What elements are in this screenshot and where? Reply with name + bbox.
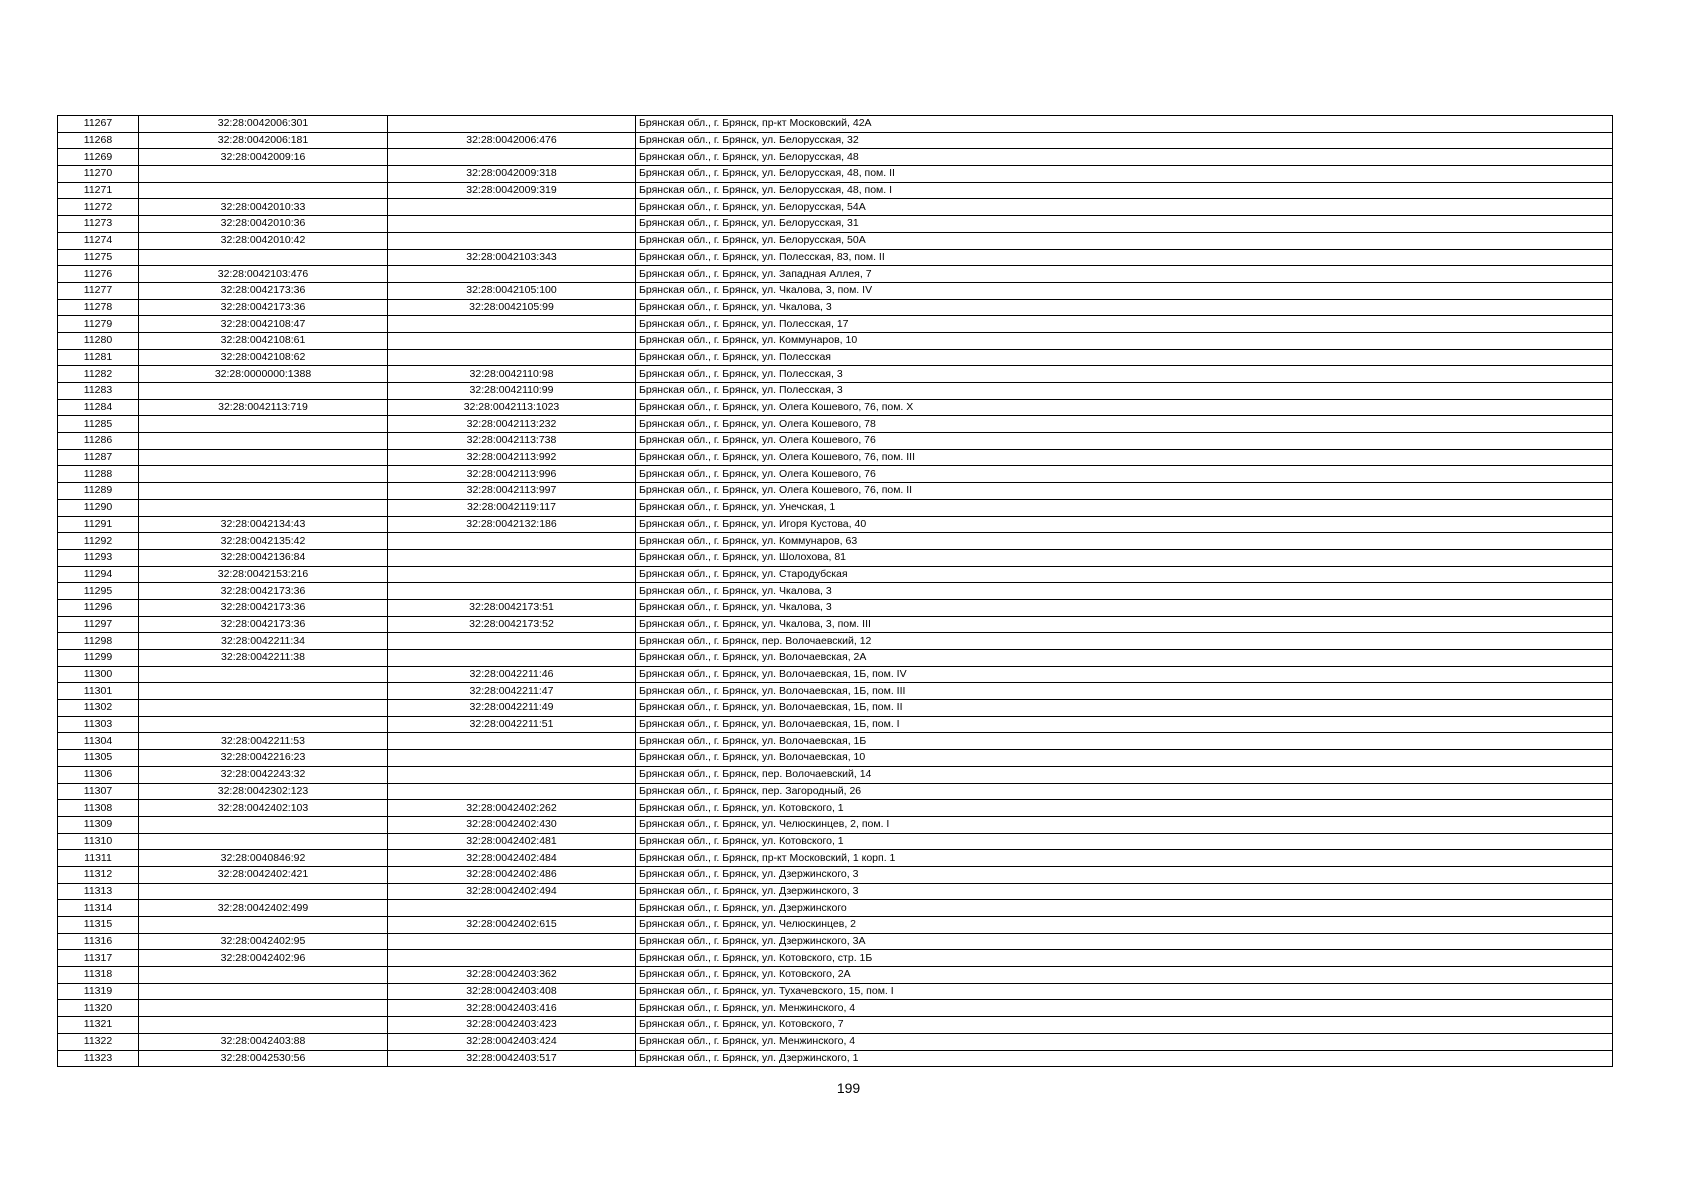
address-cell: Брянская обл., г. Брянск, пер. Волочаевский, 14 [636,766,1613,783]
cadastral-number-parcel-cell [139,700,388,717]
address-cell: Брянская обл., г. Брянск, ул. Тухачевского, 15, пом. I [636,983,1613,1000]
address-cell: Брянская обл., г. Брянск, ул. Полесская, 83, пом. II [636,249,1613,266]
row-number-cell: 11322 [58,1033,139,1050]
row-number-cell: 11319 [58,983,139,1000]
cadastral-number-object-cell: 32:28:0042211:47 [388,683,636,700]
cadastral-number-object-cell: 32:28:0042113:997 [388,483,636,500]
table-row [58,716,1613,733]
cadastral-number-object-cell: 32:28:0042211:51 [388,716,636,733]
address-cell: Брянская обл., г. Брянск, ул. Белорусская, 48, пом. I [636,182,1613,199]
cadastral-number-parcel-cell: 32:28:0040846:92 [139,850,388,867]
table-row [58,816,1613,833]
row-number-cell: 11318 [58,967,139,984]
table-row [58,533,1613,550]
address-cell: Брянская обл., г. Брянск, ул. Игоря Кустова, 40 [636,516,1613,533]
address-cell: Брянская обл., г. Брянск, ул. Олега Кошевого, 76, пом. III [636,449,1613,466]
cadastral-number-object-cell: 32:28:0042113:738 [388,433,636,450]
table-row [58,733,1613,750]
cadastral-number-parcel-cell: 32:28:0042173:36 [139,583,388,600]
row-number-cell: 11309 [58,816,139,833]
cadastral-number-parcel-cell: 32:28:0042302:123 [139,783,388,800]
address-cell: Брянская обл., г. Брянск, ул. Волочаевская, 1Б, пом. III [636,683,1613,700]
cadastral-number-parcel-cell: 32:28:0042211:53 [139,733,388,750]
table-row [58,666,1613,683]
cadastral-number-parcel-cell: 32:28:0042010:36 [139,216,388,233]
cadastral-number-parcel-cell: 32:28:0042108:47 [139,316,388,333]
row-number-cell: 11308 [58,800,139,817]
address-cell: Брянская обл., г. Брянск, ул. Унечская, 1 [636,499,1613,516]
row-number-cell: 11285 [58,416,139,433]
table-row [58,282,1613,299]
row-number-cell: 11302 [58,700,139,717]
cadastral-number-object-cell [388,766,636,783]
cadastral-number-parcel-cell [139,1000,388,1017]
cadastral-number-parcel-cell: 32:28:0042006:301 [139,116,388,133]
table-row [58,516,1613,533]
address-cell: Брянская обл., г. Брянск, ул. Полесская [636,349,1613,366]
cadastral-number-parcel-cell: 32:28:0042010:33 [139,199,388,216]
row-number-cell: 11303 [58,716,139,733]
cadastral-number-object-cell [388,900,636,917]
table-row [58,783,1613,800]
cadastral-number-parcel-cell [139,466,388,483]
row-number-cell: 11305 [58,750,139,767]
address-cell: Брянская обл., г. Брянск, ул. Олега Кошевого, 76, пом. X [636,399,1613,416]
table-row [58,349,1613,366]
row-number-cell: 11307 [58,783,139,800]
table-row [58,483,1613,500]
cadastral-number-object-cell: 32:28:0042113:232 [388,416,636,433]
row-number-cell: 11268 [58,132,139,149]
cadastral-number-parcel-cell [139,166,388,183]
cadastral-number-parcel-cell [139,499,388,516]
table-row [58,249,1613,266]
cadastral-number-object-cell: 32:28:0042403:423 [388,1017,636,1034]
row-number-cell: 11304 [58,733,139,750]
cadastral-number-parcel-cell: 32:28:0000000:1388 [139,366,388,383]
row-number-cell: 11316 [58,933,139,950]
cadastral-number-object-cell: 32:28:0042402:615 [388,917,636,934]
table-row [58,1033,1613,1050]
row-number-cell: 11282 [58,366,139,383]
row-number-cell: 11320 [58,1000,139,1017]
cadastral-number-object-cell: 32:28:0042173:51 [388,599,636,616]
cadastral-number-parcel-cell [139,249,388,266]
cadastral-number-parcel-cell: 32:28:0042108:61 [139,332,388,349]
table-row [58,1050,1613,1067]
row-number-cell: 11269 [58,149,139,166]
table-row [58,116,1613,133]
cadastral-number-parcel-cell: 32:28:0042402:96 [139,950,388,967]
table-row [58,616,1613,633]
table-row [58,199,1613,216]
address-cell: Брянская обл., г. Брянск, ул. Западная Аллея, 7 [636,266,1613,283]
cadastral-number-parcel-cell: 32:28:0042402:103 [139,800,388,817]
row-number-cell: 11271 [58,182,139,199]
cadastral-number-parcel-cell: 32:28:0042135:42 [139,533,388,550]
address-cell: Брянская обл., г. Брянск, пр-кт Московский, 1 корп. 1 [636,850,1613,867]
row-number-cell: 11312 [58,866,139,883]
table-row [58,149,1613,166]
cadastral-number-object-cell [388,750,636,767]
table-row [58,850,1613,867]
row-number-cell: 11289 [58,483,139,500]
registry-table-body [58,116,1613,1067]
cadastral-number-parcel-cell [139,816,388,833]
cadastral-number-object-cell: 32:28:0042105:100 [388,282,636,299]
table-row [58,366,1613,383]
row-number-cell: 11288 [58,466,139,483]
address-cell: Брянская обл., г. Брянск, ул. Дзержинского, 3 [636,866,1613,883]
cadastral-number-object-cell [388,533,636,550]
cadastral-number-object-cell [388,933,636,950]
cadastral-number-parcel-cell: 32:28:0042173:36 [139,282,388,299]
cadastral-number-parcel-cell: 32:28:0042113:719 [139,399,388,416]
cadastral-number-object-cell: 32:28:0042403:424 [388,1033,636,1050]
cadastral-number-object-cell: 32:28:0042105:99 [388,299,636,316]
table-row [58,833,1613,850]
cadastral-number-parcel-cell [139,983,388,1000]
row-number-cell: 11275 [58,249,139,266]
table-row [58,549,1613,566]
address-cell: Брянская обл., г. Брянск, ул. Волочаевская, 10 [636,750,1613,767]
address-cell: Брянская обл., г. Брянск, ул. Белорусская, 50А [636,232,1613,249]
address-cell: Брянская обл., г. Брянск, ул. Менжинского, 4 [636,1033,1613,1050]
table-row [58,933,1613,950]
cadastral-number-object-cell: 32:28:0042211:46 [388,666,636,683]
row-number-cell: 11323 [58,1050,139,1067]
address-cell: Брянская обл., г. Брянск, ул. Белорусская, 54А [636,199,1613,216]
address-cell: Брянская обл., г. Брянск, ул. Стародубская [636,566,1613,583]
table-row [58,416,1613,433]
row-number-cell: 11284 [58,399,139,416]
address-cell: Брянская обл., г. Брянск, пер. Волочаевский, 12 [636,633,1613,650]
row-number-cell: 11295 [58,583,139,600]
row-number-cell: 11270 [58,166,139,183]
cadastral-number-parcel-cell [139,383,388,400]
cadastral-number-object-cell [388,232,636,249]
cadastral-number-object-cell [388,149,636,166]
row-number-cell: 11287 [58,449,139,466]
table-row [58,583,1613,600]
cadastral-number-parcel-cell: 32:28:0042103:476 [139,266,388,283]
table-row [58,499,1613,516]
cadastral-number-parcel-cell: 32:28:0042243:32 [139,766,388,783]
row-number-cell: 11313 [58,883,139,900]
table-row [58,800,1613,817]
row-number-cell: 11276 [58,266,139,283]
address-cell: Брянская обл., г. Брянск, пр-кт Московский, 42А [636,116,1613,133]
address-cell: Брянская обл., г. Брянск, ул. Челюскинцев, 2, пом. I [636,816,1613,833]
table-row [58,983,1613,1000]
cadastral-number-object-cell: 32:28:0042403:416 [388,1000,636,1017]
cadastral-number-object-cell [388,266,636,283]
address-cell: Брянская обл., г. Брянск, ул. Чкалова, 3 [636,599,1613,616]
row-number-cell: 11279 [58,316,139,333]
cadastral-number-parcel-cell [139,1017,388,1034]
table-row [58,917,1613,934]
cadastral-number-object-cell [388,950,636,967]
address-cell: Брянская обл., г. Брянск, ул. Котовского, 1 [636,833,1613,850]
table-row [58,399,1613,416]
address-cell: Брянская обл., г. Брянск, ул. Чкалова, 3, пом. III [636,616,1613,633]
address-cell: Брянская обл., г. Брянск, ул. Дзержинского, 3 [636,883,1613,900]
table-row [58,766,1613,783]
address-cell: Брянская обл., г. Брянск, ул. Олега Кошевого, 78 [636,416,1613,433]
cadastral-number-object-cell [388,199,636,216]
row-number-cell: 11290 [58,499,139,516]
cadastral-number-object-cell: 32:28:0042110:99 [388,383,636,400]
cadastral-number-parcel-cell: 32:28:0042530:56 [139,1050,388,1067]
row-number-cell: 11283 [58,383,139,400]
table-row [58,950,1613,967]
address-cell: Брянская обл., г. Брянск, ул. Белорусская, 48, пом. II [636,166,1613,183]
table-row [58,232,1613,249]
cadastral-number-object-cell [388,566,636,583]
cadastral-number-parcel-cell: 32:28:0042402:421 [139,866,388,883]
cadastral-number-object-cell: 32:28:0042403:408 [388,983,636,1000]
address-cell: Брянская обл., г. Брянск, ул. Белорусская, 32 [636,132,1613,149]
address-cell: Брянская обл., г. Брянск, ул. Коммунаров, 63 [636,533,1613,550]
cadastral-number-object-cell: 32:28:0042402:262 [388,800,636,817]
address-cell: Брянская обл., г. Брянск, ул. Котовского, 2А [636,967,1613,984]
row-number-cell: 11296 [58,599,139,616]
table-row [58,383,1613,400]
address-cell: Брянская обл., г. Брянск, ул. Дзержинского, 3А [636,933,1613,950]
table-row [58,633,1613,650]
table-row [58,900,1613,917]
table-row [58,216,1613,233]
cadastral-number-object-cell [388,332,636,349]
address-cell: Брянская обл., г. Брянск, ул. Волочаевская, 1Б, пом. I [636,716,1613,733]
cadastral-number-parcel-cell [139,666,388,683]
cadastral-number-parcel-cell: 32:28:0042006:181 [139,132,388,149]
address-cell: Брянская обл., г. Брянск, ул. Олега Кошевого, 76 [636,433,1613,450]
cadastral-number-parcel-cell: 32:28:0042173:36 [139,599,388,616]
cadastral-number-object-cell [388,633,636,650]
cadastral-number-object-cell [388,583,636,600]
table-row [58,683,1613,700]
table-row [58,433,1613,450]
cadastral-number-parcel-cell: 32:28:0042153:216 [139,566,388,583]
cadastral-number-parcel-cell [139,917,388,934]
cadastral-number-object-cell [388,316,636,333]
row-number-cell: 11306 [58,766,139,783]
cadastral-number-parcel-cell: 32:28:0042173:36 [139,299,388,316]
cadastral-number-parcel-cell [139,883,388,900]
table-row [58,166,1613,183]
row-number-cell: 11280 [58,332,139,349]
table-row [58,266,1613,283]
row-number-cell: 11291 [58,516,139,533]
row-number-cell: 11301 [58,683,139,700]
address-cell: Брянская обл., г. Брянск, ул. Волочаевская, 1Б, пом. IV [636,666,1613,683]
page-number: 199 [836,1080,861,1096]
address-cell: Брянская обл., г. Брянск, ул. Белорусская, 31 [636,216,1613,233]
address-cell: Брянская обл., г. Брянск, ул. Дзержинского [636,900,1613,917]
cadastral-number-parcel-cell [139,967,388,984]
table-row [58,866,1613,883]
address-cell: Брянская обл., г. Брянск, ул. Олега Кошевого, 76 [636,466,1613,483]
cadastral-number-parcel-cell [139,683,388,700]
row-number-cell: 11310 [58,833,139,850]
address-cell: Брянская обл., г. Брянск, ул. Волочаевская, 1Б [636,733,1613,750]
row-number-cell: 11281 [58,349,139,366]
address-cell: Брянская обл., г. Брянск, ул. Челюскинцев, 2 [636,917,1613,934]
cadastral-number-object-cell [388,733,636,750]
table-row [58,700,1613,717]
cadastral-number-parcel-cell: 32:28:0042402:95 [139,933,388,950]
table-row [58,299,1613,316]
row-number-cell: 11286 [58,433,139,450]
cadastral-number-object-cell [388,783,636,800]
cadastral-number-object-cell [388,650,636,667]
cadastral-number-parcel-cell: 32:28:0042108:62 [139,349,388,366]
cadastral-number-parcel-cell: 32:28:0042173:36 [139,616,388,633]
address-cell: Брянская обл., г. Брянск, ул. Полесская, 3 [636,383,1613,400]
cadastral-number-parcel-cell: 32:28:0042211:34 [139,633,388,650]
row-number-cell: 11314 [58,900,139,917]
cadastral-number-object-cell [388,116,636,133]
row-number-cell: 11321 [58,1017,139,1034]
cadastral-number-parcel-cell: 32:28:0042402:499 [139,900,388,917]
row-number-cell: 11297 [58,616,139,633]
address-cell: Брянская обл., г. Брянск, ул. Дзержинского, 1 [636,1050,1613,1067]
address-cell: Брянская обл., г. Брянск, ул. Волочаевская, 1Б, пом. II [636,700,1613,717]
cadastral-number-object-cell: 32:28:0042009:318 [388,166,636,183]
address-cell: Брянская обл., г. Брянск, ул. Олега Кошевого, 76, пом. II [636,483,1613,500]
cadastral-number-parcel-cell: 32:28:0042216:23 [139,750,388,767]
cadastral-number-parcel-cell: 32:28:0042010:42 [139,232,388,249]
cadastral-number-parcel-cell: 32:28:0042134:43 [139,516,388,533]
cadastral-number-parcel-cell: 32:28:0042211:38 [139,650,388,667]
cadastral-number-object-cell: 32:28:0042119:117 [388,499,636,516]
cadastral-number-parcel-cell [139,416,388,433]
table-row [58,599,1613,616]
table-row [58,316,1613,333]
table-row [58,132,1613,149]
table-row [58,466,1613,483]
row-number-cell: 11293 [58,549,139,566]
address-cell: Брянская обл., г. Брянск, ул. Коммунаров, 10 [636,332,1613,349]
cadastral-number-parcel-cell: 32:28:0042403:88 [139,1033,388,1050]
row-number-cell: 11298 [58,633,139,650]
table-row [58,650,1613,667]
table-row [58,750,1613,767]
cadastral-number-object-cell: 32:28:0042113:992 [388,449,636,466]
address-cell: Брянская обл., г. Брянск, ул. Полесская, 3 [636,366,1613,383]
table-row [58,967,1613,984]
address-cell: Брянская обл., г. Брянск, ул. Котовского, 7 [636,1017,1613,1034]
table-row [58,332,1613,349]
cadastral-number-object-cell: 32:28:0042132:186 [388,516,636,533]
cadastral-number-parcel-cell [139,182,388,199]
row-number-cell: 11277 [58,282,139,299]
cadastral-number-object-cell: 32:28:0042009:319 [388,182,636,199]
row-number-cell: 11267 [58,116,139,133]
cadastral-number-parcel-cell: 32:28:0042009:16 [139,149,388,166]
cadastral-number-object-cell: 32:28:0042402:430 [388,816,636,833]
cadastral-number-parcel-cell [139,716,388,733]
address-cell: Брянская обл., г. Брянск, ул. Полесская, 17 [636,316,1613,333]
table-row [58,883,1613,900]
cadastral-number-object-cell: 32:28:0042403:362 [388,967,636,984]
address-cell: Брянская обл., г. Брянск, пер. Загородный, 26 [636,783,1613,800]
table-row [58,1017,1613,1034]
cadastral-number-object-cell: 32:28:0042113:996 [388,466,636,483]
row-number-cell: 11294 [58,566,139,583]
table-row [58,182,1613,199]
row-number-cell: 11274 [58,232,139,249]
address-cell: Брянская обл., г. Брянск, ул. Котовского, 1 [636,800,1613,817]
cadastral-number-object-cell: 32:28:0042402:494 [388,883,636,900]
row-number-cell: 11272 [58,199,139,216]
address-cell: Брянская обл., г. Брянск, ул. Белорусская, 48 [636,149,1613,166]
row-number-cell: 11273 [58,216,139,233]
cadastral-number-object-cell: 32:28:0042403:517 [388,1050,636,1067]
cadastral-number-object-cell: 32:28:0042103:343 [388,249,636,266]
cadastral-number-parcel-cell [139,433,388,450]
cadastral-number-parcel-cell: 32:28:0042136:84 [139,549,388,566]
address-cell: Брянская обл., г. Брянск, ул. Чкалова, 3 [636,583,1613,600]
address-cell: Брянская обл., г. Брянск, ул. Чкалова, 3 [636,299,1613,316]
cadastral-number-object-cell: 32:28:0042402:486 [388,866,636,883]
row-number-cell: 11278 [58,299,139,316]
cadastral-number-object-cell [388,349,636,366]
cadastral-number-object-cell: 32:28:0042173:52 [388,616,636,633]
row-number-cell: 11300 [58,666,139,683]
row-number-cell: 11311 [58,850,139,867]
table-row [58,449,1613,466]
cadastral-number-object-cell: 32:28:0042211:49 [388,700,636,717]
cadastral-number-parcel-cell [139,833,388,850]
address-cell: Брянская обл., г. Брянск, ул. Шолохова, 81 [636,549,1613,566]
address-cell: Брянская обл., г. Брянск, ул. Волочаевская, 2А [636,650,1613,667]
row-number-cell: 11315 [58,917,139,934]
row-number-cell: 11299 [58,650,139,667]
registry-table [57,115,1613,1067]
cadastral-number-parcel-cell [139,449,388,466]
cadastral-number-object-cell [388,216,636,233]
table-row [58,566,1613,583]
cadastral-number-object-cell [388,549,636,566]
row-number-cell: 11292 [58,533,139,550]
address-cell: Брянская обл., г. Брянск, ул. Котовского, стр. 1Б [636,950,1613,967]
cadastral-number-object-cell: 32:28:0042113:1023 [388,399,636,416]
address-cell: Брянская обл., г. Брянск, ул. Менжинского, 4 [636,1000,1613,1017]
table-row [58,1000,1613,1017]
cadastral-number-object-cell: 32:28:0042402:484 [388,850,636,867]
address-cell: Брянская обл., г. Брянск, ул. Чкалова, 3, пом. IV [636,282,1613,299]
cadastral-number-parcel-cell [139,483,388,500]
cadastral-number-object-cell: 32:28:0042402:481 [388,833,636,850]
row-number-cell: 11317 [58,950,139,967]
cadastral-number-object-cell: 32:28:0042110:98 [388,366,636,383]
cadastral-number-object-cell: 32:28:0042006:476 [388,132,636,149]
